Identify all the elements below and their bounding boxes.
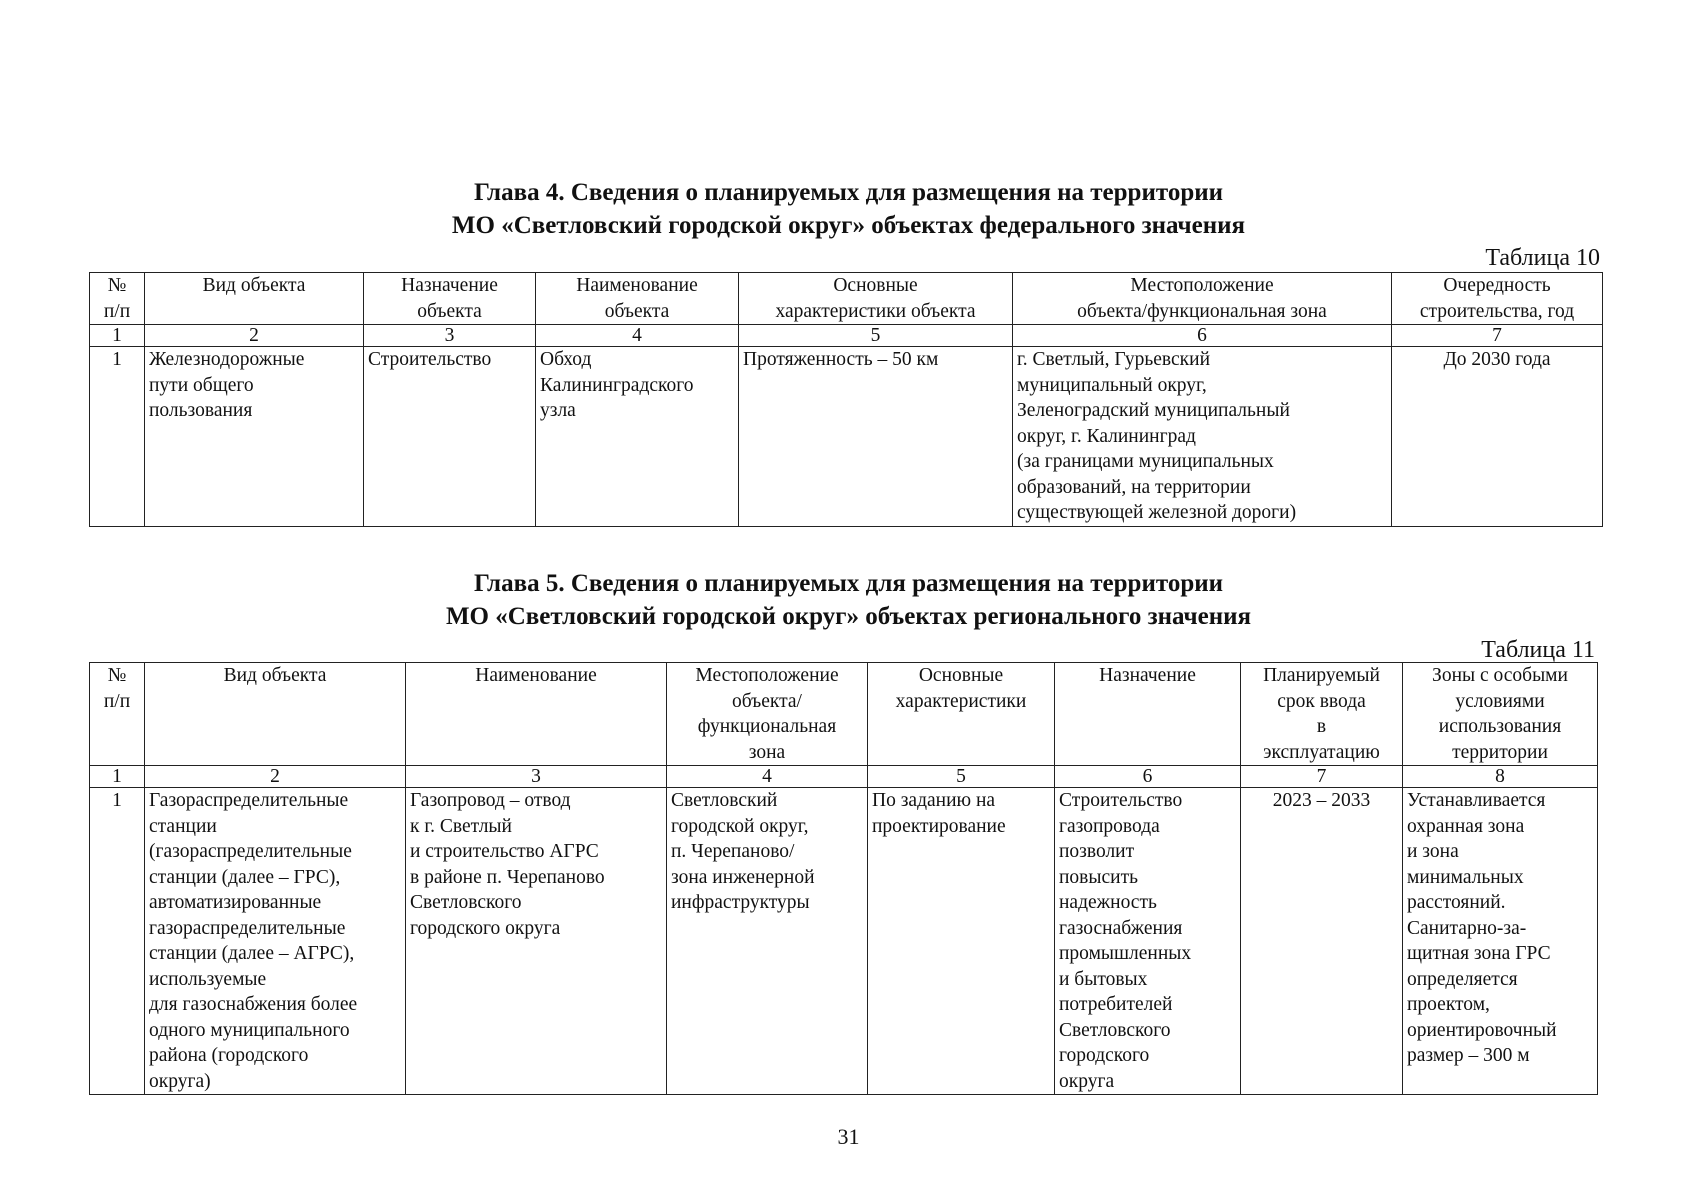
chapter5-title-line2: МО «Светловский городской округ» объектах регионального значения (445, 603, 1252, 630)
t11-header-characteristics: Основные характеристики (868, 663, 1055, 766)
table-row (90, 788, 1598, 1095)
t10-cell-purpose: Строительство (364, 347, 536, 527)
table10-column-numbers-row (90, 325, 1603, 347)
table11-column-numbers-row (90, 766, 1598, 788)
t11-colnum: 7 (1241, 766, 1403, 788)
t11-header-special-zones: Зоны с особыми условиями использования территории (1403, 663, 1598, 766)
t11-colnum: 4 (667, 766, 868, 788)
t10-colnum: 7 (1392, 325, 1603, 347)
chapter5-title-line1: Глава 5. Сведения о планируемых для размещения на территории (473, 570, 1224, 597)
t11-colnum: 6 (1055, 766, 1241, 788)
t10-header-characteristics: Основные характеристики объекта (739, 273, 1013, 325)
t10-cell-location: г. Светлый, Гурьевский муниципальный округ, Зеленоградский муниципальный округ, г. Калининград (за границами муниципальных образований, на территории существующей железной дороги) (1013, 347, 1392, 527)
table11-label: Таблица 11 (1481, 637, 1595, 663)
chapter4-title-line1: Глава 4. Сведения о планируемых для размещения на территории (473, 179, 1224, 206)
t10-colnum: 5 (739, 325, 1013, 347)
t11-colnum: 3 (406, 766, 667, 788)
t11-colnum: 1 (90, 766, 145, 788)
t10-header-location: Местоположение объекта/функциональная зона (1013, 273, 1392, 325)
t11-header-number: № п/п (90, 663, 145, 766)
table-row (90, 347, 1603, 527)
t10-cell-characteristics: Протяженность – 50 км (739, 347, 1013, 527)
table11-header-row (90, 663, 1598, 766)
t10-header-purpose: Назначение объекта (364, 273, 536, 325)
t11-cell-characteristics: По заданию на проектирование (868, 788, 1055, 1095)
t11-cell-number: 1 (90, 788, 145, 1095)
t10-colnum: 2 (145, 325, 364, 347)
t11-colnum: 2 (145, 766, 406, 788)
t10-colnum: 6 (1013, 325, 1392, 347)
t10-header-construction-stage: Очередность строительства, год (1392, 273, 1603, 325)
t10-cell-number: 1 (90, 347, 145, 527)
t11-header-object-type: Вид объекта (145, 663, 406, 766)
t11-cell-purpose: Строительство газопровода позволит повысить надежность газоснабжения промышленных и бытовых потребителей Светловского городского округа (1055, 788, 1241, 1095)
chapter4-heading (0, 176, 1697, 242)
t10-header-name: Наименование объекта (536, 273, 739, 325)
chapter4-title-line2: МО «Светловский городской округ» объектах федерального значения (451, 212, 1246, 239)
t11-header-location: Местоположение объекта/ функциональная зона (667, 663, 868, 766)
table10-label: Таблица 10 (1485, 245, 1600, 271)
t10-cell-name: Обход Калининградского узла (536, 347, 739, 527)
page-number: 31 (837, 1124, 860, 1149)
table10 (89, 272, 1603, 527)
t11-header-purpose: Назначение (1055, 663, 1241, 766)
t11-cell-name: Газопровод – отвод к г. Светлый и строительство АГРС в районе п. Черепаново Светловского городского округа (406, 788, 667, 1095)
t10-colnum: 1 (90, 325, 145, 347)
t11-cell-special-zones: Устанавливается охранная зона и зона минимальных расстояний. Санитарно-за- щитная зона ГРС определяется проектом, ориентировочный размер – 300 м (1403, 788, 1598, 1095)
t10-colnum: 4 (536, 325, 739, 347)
t11-cell-object-type: Газораспределительные станции (газораспределительные станции (далее – ГРС), автоматизированные газораспределительные станции (далее – АГРС), используемые для газоснабжения более одного муниципального района (городского округа) (145, 788, 406, 1095)
t11-colnum: 8 (1403, 766, 1598, 788)
t10-header-number: № п/п (90, 273, 145, 325)
t10-cell-object-type: Железнодорожные пути общего пользования (145, 347, 364, 527)
chapter5-heading (0, 567, 1697, 633)
t10-cell-construction-stage: До 2030 года (1392, 347, 1603, 527)
t11-cell-commissioning-term: 2023 – 2033 (1241, 788, 1403, 1095)
t11-header-commissioning-term: Планируемый срок ввода в эксплуатацию (1241, 663, 1403, 766)
t11-cell-location: Светловский городской округ, п. Черепаново/ зона инженерной инфраструктуры (667, 788, 868, 1095)
t10-header-object-type: Вид объекта (145, 273, 364, 325)
t11-colnum: 5 (868, 766, 1055, 788)
t10-colnum: 3 (364, 325, 536, 347)
t11-header-name: Наименование (406, 663, 667, 766)
table11 (89, 662, 1598, 1095)
table10-header-row (90, 273, 1603, 325)
